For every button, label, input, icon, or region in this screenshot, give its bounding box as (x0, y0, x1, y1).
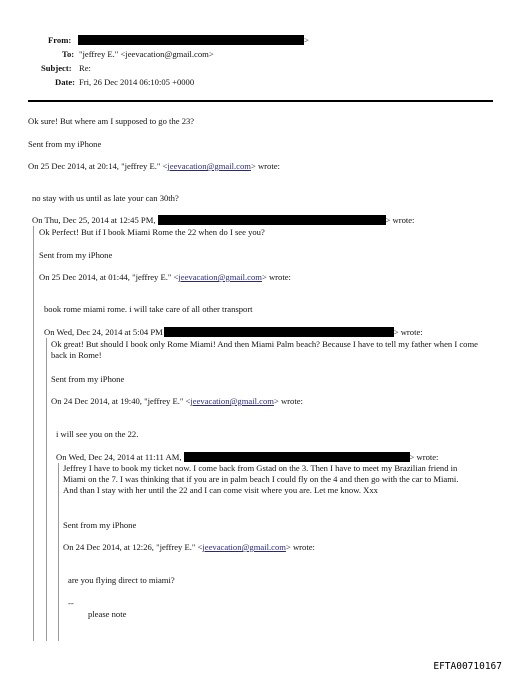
date-value: Fri, 26 Dec 2014 06:10:05 +0000 (79, 77, 195, 87)
quote-header (56, 452, 438, 463)
from-suffix: > (304, 35, 309, 45)
message-text: book rome miami rome. i will take care of all other transport (44, 304, 253, 314)
message-text: Jeffrey I have to book my ticket now. I come back from Gstad on the 3. Then I have to meet my Brazilian friend in Miami on the 7. I was thinking that if you are in palm beach I could fly on the 4 and then go with the car to Miami. And than I stay with her until the 22 and I can come visit where you are. Let me know. Xxx (63, 463, 459, 495)
quote-prefix: On 24 Dec 2014, at 12:26, "jeffrey E." < (63, 542, 203, 552)
to-label: To: (62, 49, 75, 59)
quote-header (51, 396, 303, 407)
quote-suffix: > wrote: (285, 542, 315, 552)
from-label: From: (48, 35, 72, 45)
redaction-box (158, 215, 386, 225)
quote-prefix: On Thu, Dec 25, 2014 at 12:45 PM, (32, 215, 156, 225)
quote-bar (33, 226, 34, 641)
redaction-box (164, 327, 394, 337)
message-text: Ok great! But should I book only Rome Miami! And then Miami Palm beach? Because I have to tell my father when I come back in Rome! (51, 339, 478, 360)
quote-suffix: > wrote: (273, 396, 303, 406)
redaction-box (184, 452, 410, 462)
message-text: Ok sure! But where am I supposed to go the 23? (28, 116, 195, 126)
signature: Sent from my iPhone (51, 374, 125, 384)
header-divider (28, 100, 493, 102)
bates-number: EFTA00710167 (433, 661, 502, 672)
message-text: are you flying direct to miami? (68, 575, 175, 585)
quote-header (63, 542, 315, 553)
signature: Sent from my iPhone (63, 520, 137, 530)
quote-bar (58, 463, 59, 641)
to-value: "jeffrey E." <jeevacation@gmail.com> (79, 49, 214, 59)
from-redaction (78, 35, 309, 46)
signature-separator: -- (68, 598, 74, 608)
message-text: i will see you on the 22. (56, 429, 139, 439)
email-link[interactable]: jeevacation@gmail.com (178, 272, 262, 282)
message-text: no stay with us until as late your can 30th? (32, 193, 179, 203)
quote-suffix: > wrote: (393, 327, 423, 337)
email-link[interactable]: jeevacation@gmail.com (202, 542, 286, 552)
quote-suffix: > wrote: (261, 272, 291, 282)
note-text: please note (88, 609, 127, 619)
quote-prefix: On 25 Dec 2014, at 20:14, "jeffrey E." < (28, 161, 168, 171)
redaction-box (78, 35, 304, 45)
email-link[interactable]: jeevacation@gmail.com (190, 396, 274, 406)
quote-prefix: On Wed, Dec 24, 2014 at 11:11 AM, (56, 452, 182, 462)
quote-bar (46, 338, 47, 641)
quote-suffix: > wrote: (385, 215, 415, 225)
quote-prefix: On 25 Dec 2014, at 01:44, "jeffrey E." < (39, 272, 179, 282)
date-label: Date: (55, 77, 76, 87)
quote-prefix: On 24 Dec 2014, at 19:40, "jeffrey E." < (51, 396, 191, 406)
quote-prefix: On Wed, Dec 24, 2014 at 5:04 PM (44, 327, 163, 337)
quote-header (28, 161, 280, 172)
quote-header (44, 327, 423, 338)
signature: Sent from my iPhone (39, 250, 113, 260)
quote-header (32, 215, 414, 226)
subject-value: Re: (79, 63, 91, 73)
signature: Sent from my iPhone (28, 139, 102, 149)
subject-label: Subject: (41, 63, 72, 73)
quote-header (39, 272, 291, 283)
quote-suffix: > wrote: (250, 161, 280, 171)
message-text: Ok Perfect! But if I book Miami Rome the 22 when do I see you? (39, 227, 265, 237)
quote-suffix: > wrote: (409, 452, 439, 462)
email-link[interactable]: jeevacation@gmail.com (167, 161, 251, 171)
